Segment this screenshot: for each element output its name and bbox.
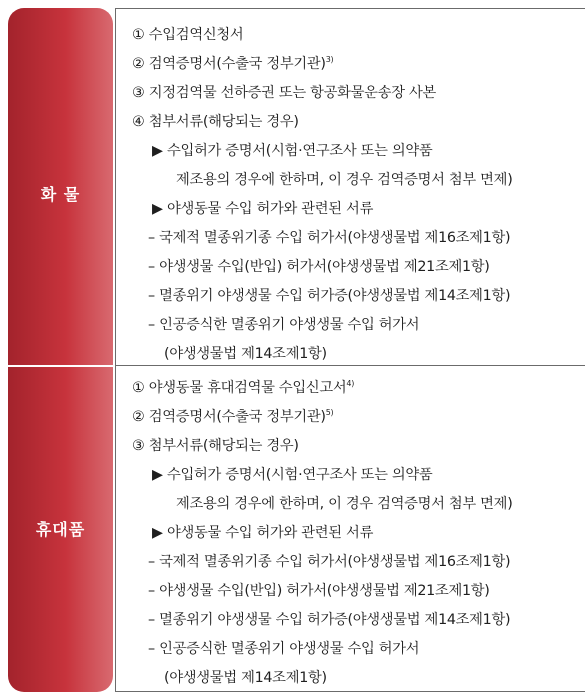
document-line <box>116 608 585 637</box>
dash-bullet: – <box>148 641 155 657</box>
document-line <box>116 434 585 463</box>
line-text: 야생동물 휴대검역물 수입신고서 <box>148 380 347 396</box>
triangle-bullet-icon: ▶ <box>152 201 163 217</box>
line-text: 멸종위기 야생생물 수입 허가증(야생생물법 제14조제1항) <box>159 288 511 304</box>
line-text: 제조용의 경우에 한하며, 이 경우 검역증명서 첨부 면제) <box>176 496 513 512</box>
item-number: ③ <box>132 85 145 101</box>
document-line <box>116 52 585 81</box>
line-text: 수입허가 증명서(시험·연구조사 또는 의약품 <box>166 143 433 159</box>
document-line <box>116 376 585 405</box>
dash-bullet: – <box>148 317 155 333</box>
dash-bullet: – <box>148 583 155 599</box>
line-text: (야생생물법 제14조제1항) <box>164 346 327 362</box>
document-line <box>116 197 585 226</box>
line-text: 검역증명서(수출국 정부기관) <box>148 56 326 72</box>
triangle-bullet-icon: ▶ <box>152 525 163 541</box>
line-text: 제조용의 경우에 한하며, 이 경우 검역증명서 첨부 면제) <box>176 172 513 188</box>
item-number: ③ <box>132 438 145 454</box>
document-line <box>116 23 585 52</box>
document-line <box>116 255 585 284</box>
line-text: 인공증식한 멸종위기 야생생물 수입 허가서 <box>159 641 420 657</box>
document-line <box>116 168 585 197</box>
document-line <box>116 139 585 168</box>
document-line <box>116 284 585 313</box>
document-line <box>116 463 585 492</box>
item-number: ② <box>132 409 145 425</box>
line-text: 수입검역신청서 <box>148 27 244 43</box>
item-number: ① <box>132 27 145 43</box>
document-line <box>116 550 585 579</box>
dash-bullet: – <box>148 554 155 570</box>
document-line <box>116 666 585 695</box>
line-text: (야생생물법 제14조제1항) <box>164 670 327 686</box>
line-text: 검역증명서(수출국 정부기관) <box>148 409 326 425</box>
triangle-bullet-icon: ▶ <box>152 467 163 483</box>
line-text: 첨부서류(해당되는 경우) <box>148 438 299 454</box>
line-text: 인공증식한 멸종위기 야생생물 수입 허가서 <box>159 317 420 333</box>
document-line <box>116 637 585 666</box>
line-text: 야생생물 수입(반입) 허가서(야생생물법 제21조제1항) <box>159 583 490 599</box>
document-line <box>116 579 585 608</box>
document-line <box>116 492 585 521</box>
document-line <box>116 313 585 342</box>
category-label-cargo: 화 물 <box>40 185 81 204</box>
line-text: 수입허가 증명서(시험·연구조사 또는 의약품 <box>166 467 433 483</box>
document-line <box>116 405 585 434</box>
cargo-document-list <box>116 23 585 371</box>
baggage-document-list <box>116 376 585 695</box>
document-line <box>116 110 585 139</box>
category-sidebar <box>8 8 113 692</box>
category-label-baggage: 휴대품 <box>35 520 86 539</box>
line-text: 야생동물 수입 허가와 관련된 서류 <box>166 525 374 541</box>
document-line <box>116 226 585 255</box>
dash-bullet: – <box>148 230 155 246</box>
document-line <box>116 81 585 110</box>
footnote-ref: 3) <box>325 55 334 65</box>
line-text: 첨부서류(해당되는 경우) <box>148 114 299 130</box>
triangle-bullet-icon: ▶ <box>152 143 163 159</box>
line-text: 국제적 멸종위기종 수입 허가서(야생생물법 제16조제1항) <box>159 230 511 246</box>
line-text: 지정검역물 선하증권 또는 항공화물운송장 사본 <box>148 85 436 101</box>
baggage-documents-panel <box>115 365 585 692</box>
item-number: ① <box>132 380 145 396</box>
item-number: ④ <box>132 114 145 130</box>
dash-bullet: – <box>148 288 155 304</box>
footnote-ref: 5) <box>325 408 334 418</box>
dash-bullet: – <box>148 259 155 275</box>
item-number: ② <box>132 56 145 72</box>
category-divider <box>8 365 113 367</box>
line-text: 멸종위기 야생생물 수입 허가증(야생생물법 제14조제1항) <box>159 612 511 628</box>
cargo-documents-panel <box>115 8 585 366</box>
footnote-ref: 4) <box>346 379 355 389</box>
document-line <box>116 521 585 550</box>
dash-bullet: – <box>148 612 155 628</box>
line-text: 국제적 멸종위기종 수입 허가서(야생생물법 제16조제1항) <box>159 554 511 570</box>
line-text: 야생생물 수입(반입) 허가서(야생생물법 제21조제1항) <box>159 259 490 275</box>
line-text: 야생동물 수입 허가와 관련된 서류 <box>166 201 374 217</box>
